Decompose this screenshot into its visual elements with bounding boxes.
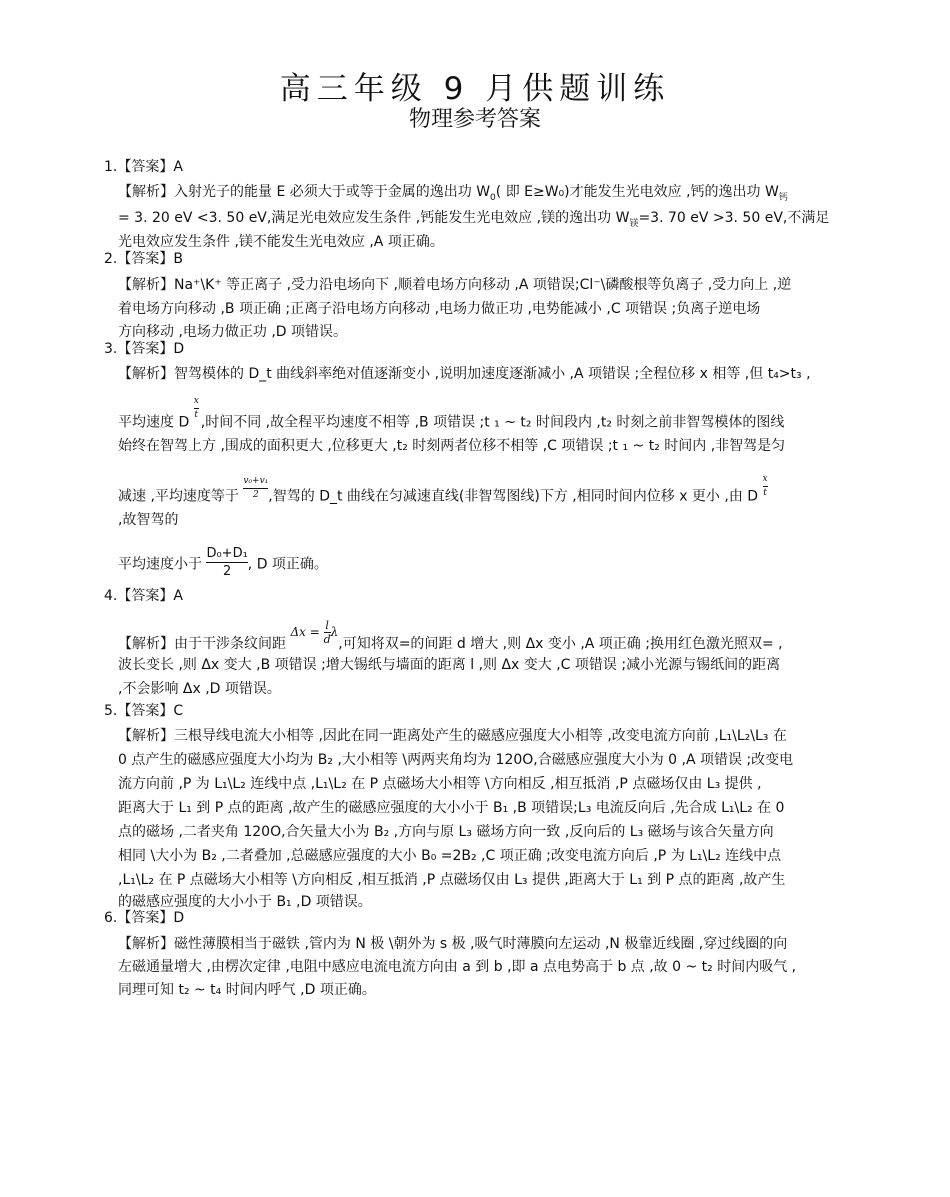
- q3-fraction-x-over-t-2: $\frac{x}{t}$: [762, 474, 768, 498]
- q2-explanation-line-2: 着电场方向移动 ,B 项正确 ;正离子沿电场方向移动 ,电场力做正功 ,电势能减小 ,C 项错误 ;负离子逆电场: [118, 301, 761, 317]
- q3-fraction-x-over-t: $\frac{x}{t}$: [193, 396, 199, 420]
- q1-text-d: =3. 70 eV >3. 50 eV,不满足: [638, 210, 830, 226]
- q3-fraction-d-avg: $\frac{\text{D₀+D₁}}{2}$: [206, 546, 248, 579]
- q3-text-d: ,智驾的 D_t 曲线在匀减速直线(非智驾图线)下方 ,相同时间内位移 x 更小 ,由 D: [268, 488, 759, 505]
- q1-mg-sub: 镁: [629, 218, 639, 229]
- q2-explanation-line-1: 【解析】Na⁺\K⁺ 等正离子 ,受力沿电场向下 ,顺着电场方向移动 ,A 项错误;Cl⁻\磷酸根等负离子 ,受力向上 ,逆: [118, 277, 792, 293]
- q5-explanation-line-6: 相同 \大小为 B₂ ,二者叠加 ,总磁感应强度的大小 B₀ =2B₂ ,C 项正确 ;改变电流方向后 ,P 为 L₁\L₂ 连线中点: [118, 848, 782, 864]
- q4-explanation-line-2: 波长变长 ,则 Δx 变大 ,B 项错误 ;增大锡纸与墙面的距离 l ,则 Δx 变大 ,C 项错误 ;减小光源与锡纸间的距离: [118, 657, 781, 673]
- q3-text-b: ,时间不同 ,故全程平均速度不相等 ,B 项错误 ;t ₁ ~ t₂ 时间段内 ,t₂ 时刻之前非智驾模体的图线: [200, 414, 785, 431]
- q1-ca-sub: 钙: [778, 192, 788, 203]
- q2-explanation-line-3: 方向移动 ,电场力做正功 ,D 项错误。: [118, 324, 348, 340]
- q4-text-a: 【解析】由于干涉条纹间距: [118, 636, 286, 652]
- q3-explanation-line-6: [118, 548, 328, 581]
- q3-explanation-line-2: [118, 396, 785, 435]
- q3-text-c: 减速 ,平均速度等于: [118, 488, 239, 505]
- q5-explanation-line-7: ,L₁\L₂ 在 P 点磁场大小相等 \方向相反 ,相互抵消 ,P 点磁场仅由 L₃ 提供 ,距离大于 L₁ 到 P 点的距离 ,故产生: [118, 872, 786, 888]
- q3-fraction-v-avg: $\frac{\text{v₀+v₁}}{2}$: [243, 476, 269, 500]
- q3-explanation-line-5: ,故智驾的: [118, 512, 179, 528]
- q4-text-b: ,可知将双=的间距 d 增大 ,则 Δx 变小 ,A 项正确 ;换用红色激光照双= ,: [338, 636, 783, 652]
- q4-answer: 4.【答案】A: [104, 588, 183, 604]
- q3-text-e: 平均速度小于: [118, 556, 202, 573]
- q6-explanation-line-2: 左磁通量增大 ,由楞次定律 ,电阻中感应电流电流方向由 a 到 b ,即 a 点电势高于 b 点 ,故 0 ~ t₂ 时间内吸气 ,: [118, 959, 797, 975]
- page-subtitle: 物理参考答案: [408, 107, 541, 132]
- q1-text-a: 【解析】入射光子的能量 E 必须大于或等于金属的逸出功 W: [118, 184, 491, 200]
- q2-answer: 2.【答案】B: [104, 251, 183, 267]
- q6-explanation-line-3: 同理可知 t₂ ~ t₄ 时间内呼气 ,D 项正确。: [118, 982, 376, 998]
- q4-explanation-line-3: ,不会影响 Δx ,D 项错误。: [118, 681, 281, 697]
- q1-text-c: = 3. 20 eV <3. 50 eV,满足光电效应发生条件 ,钙能发生光电效应 ,镁的逸出功 W: [118, 210, 630, 226]
- q3-text-f: , D 项正确。: [247, 556, 328, 573]
- q4-explanation-line-1: [118, 619, 783, 657]
- q5-answer: 5.【答案】C: [104, 703, 184, 719]
- q5-explanation-line-5: 点的磁场 ,二者夹角 120O,合矢量大小为 B₂ ,方向与原 L₃ 磁场方向一致 ,反向后的 L₃ 磁场与该合矢量方向: [118, 824, 774, 840]
- q1-explanation-line-1: 【解析】入射光子的能量 E 必须大于或等于金属的逸出功 $W_0$( 即 E≥W₀)才能发生光电效应 ,钙的逸出功 $W_钙$: [118, 184, 788, 203]
- q3-explanation-line-1: 【解析】智驾模体的 D_t 曲线斜率绝对值逐渐变小 ,说明加速度逐渐减小 ,A 项错误 ;全程位移 x 相等 ,但 t₄>t₃ ,: [118, 366, 811, 382]
- q1-text-b: ( 即 E≥W₀)才能发生光电效应 ,钙的逸出功 W: [495, 184, 779, 200]
- q4-formula: Δx = $\frac{l}{d}$ λ: [290, 619, 339, 646]
- q6-answer: 6.【答案】D: [104, 910, 185, 926]
- q3-explanation-line-3: 始终在智驾上方 ,围成的面积更大 ,位移更大 ,t₂ 时刻两者位移不相等 ,C 项错误 ;t ₁ ~ t₂ 时间内 ,非智驾是匀: [118, 438, 786, 454]
- q6-explanation-line-1: 【解析】磁性薄膜相当于磁铁 ,管内为 N 极 \朝外为 s 极 ,吸气时薄膜向左运动 ,N 极靠近线圈 ,穿过线圈的向: [118, 936, 788, 952]
- q1-explanation-line-2: [118, 209, 829, 227]
- q3-text-avg: 平均速度 D: [118, 414, 190, 431]
- q5-explanation-line-1: 【解析】三根导线电流大小相等 ,因此在同一距离处产生的磁感应强度大小相等 ,改变电流方向前 ,L₁\L₂\L₃ 在: [118, 728, 787, 744]
- q3-answer: 3.【答案】D: [104, 341, 185, 357]
- page-title: 高三年级 9 月供题训练: [279, 71, 671, 107]
- q5-explanation-line-2: 0 点产生的磁感应强度大小均为 B₂ ,大小相等 \两两夹角均为 120O,合磁感应强度大小为 0 ,A 项错误 ;改变电: [118, 752, 794, 768]
- q3-explanation-line-4: [118, 474, 768, 509]
- q1-explanation-line-3: 光电效应发生条件 ,镁不能发生光电效应 ,A 项正确。: [118, 234, 444, 250]
- q1-answer: 1.【答案】A: [104, 159, 183, 175]
- q5-explanation-line-4: 距离大于 L₁ 到 P 点的距离 ,故产生的磁感应强度的大小小于 B₁ ,B 项错误;L₃ 电流反向后 ,先合成 L₁\L₂ 在 0: [118, 800, 785, 816]
- q5-explanation-line-3: 流方向前 ,P 为 L₁\L₂ 连线中点 ,L₁\L₂ 在 P 点磁场大小相等 \方向相反 ,相互抵消 ,P 点磁场仅由 L₃ 提供 ,: [118, 776, 762, 792]
- q5-explanation-line-8: 的磁感应强度的大小小于 B₁ ,D 项错误。: [118, 894, 372, 910]
